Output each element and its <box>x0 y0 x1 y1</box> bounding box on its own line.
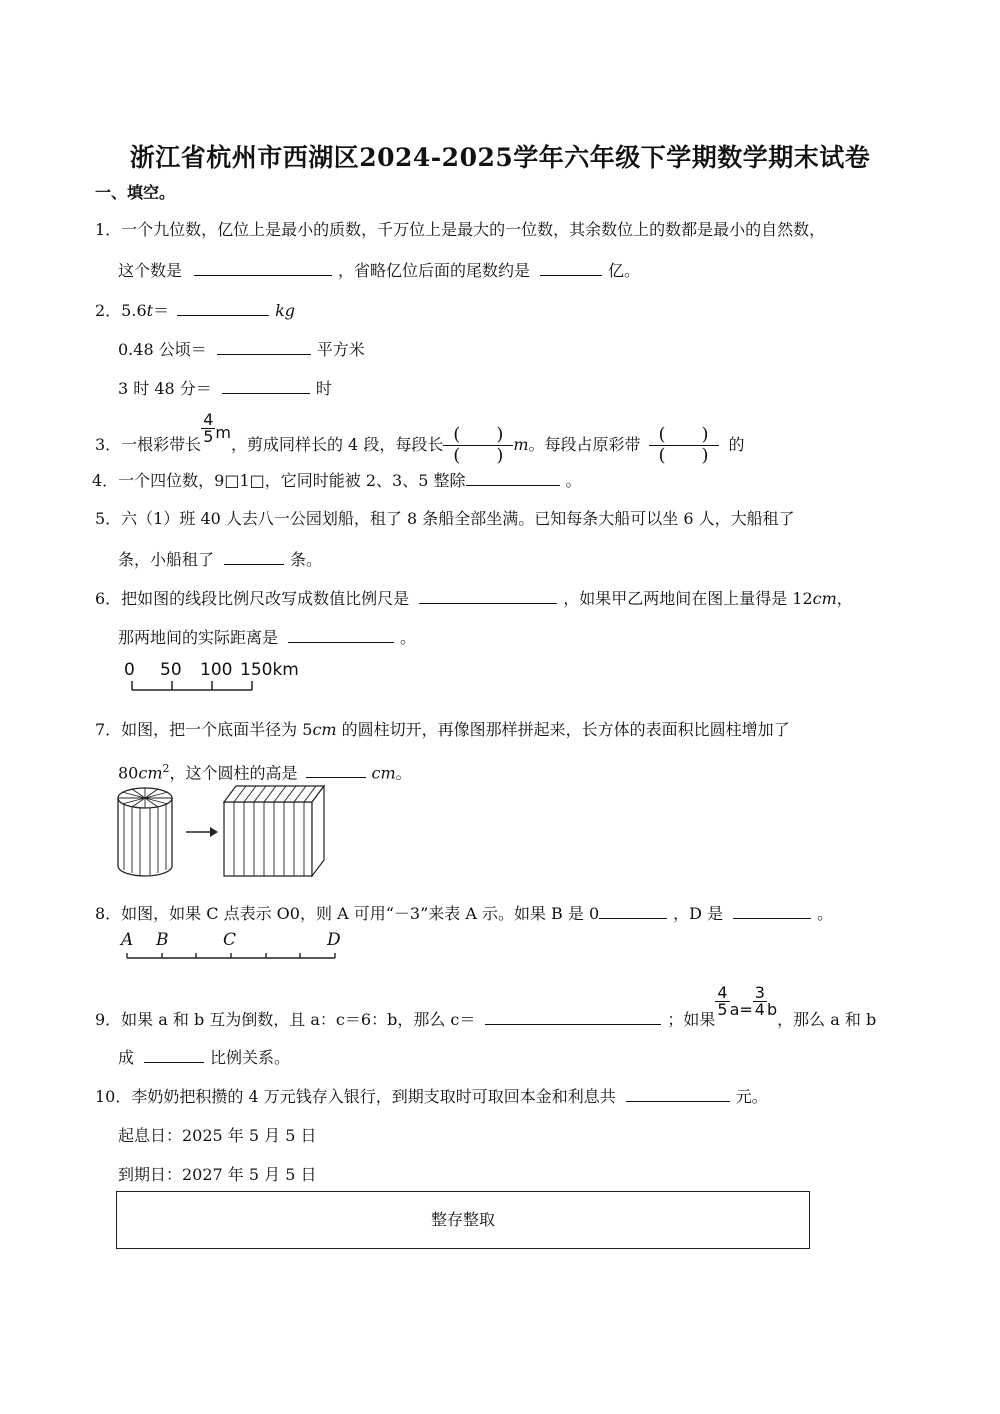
q1-answer-blank-1[interactable] <box>194 259 332 276</box>
q8-mid: ，D 是 <box>673 904 724 923</box>
q2-b-pre: 0.48 公顷＝ <box>118 340 207 359</box>
q6-answer-blank-1[interactable] <box>419 587 557 604</box>
q5-text-a: 条，小船租了 <box>118 550 215 569</box>
q6-text-a: 6．把如图的线段比例尺改写成数值比例尺是 <box>95 589 410 608</box>
q9-tail: b <box>766 1000 778 1019</box>
q3-frac-num: 4 <box>203 410 214 429</box>
q3-paren-bot-1: ( ) <box>453 445 504 466</box>
q3-line <box>95 405 745 465</box>
q9-line1 <box>95 985 876 1035</box>
point-label-b: B <box>156 930 169 950</box>
q6-text-e: 那两地间的实际距离是 <box>118 628 279 647</box>
q7-text-d: ，这个圆柱的高是 <box>169 763 298 783</box>
q1-line2 <box>118 259 640 282</box>
q4-answer-blank[interactable] <box>466 469 560 486</box>
scale-label-100: 100 <box>200 660 233 680</box>
section-heading: 一、填空。 <box>95 183 176 202</box>
number-line <box>118 950 348 962</box>
cylinder-cuboid-figure <box>112 782 332 882</box>
q3-frac-den: 5 <box>203 427 214 446</box>
q3-pre: 3．一根彩带长 <box>95 435 202 454</box>
q9-f1-num: 4 <box>717 983 728 1002</box>
q3-unit: m <box>215 423 231 442</box>
q7-text-c: 的圆柱切开，再像图那样拼起来，长方体的表面积比圆柱增加了 <box>336 720 790 739</box>
q7-sup: 2 <box>162 762 170 775</box>
q10-line1 <box>95 1085 768 1108</box>
q2-c-pre: 3 时 48 分＝ <box>118 379 212 398</box>
q9-answer-blank-2[interactable] <box>144 1046 204 1063</box>
scale-label-0: 0 <box>124 660 135 680</box>
q9-text-e: 比例关系。 <box>210 1048 291 1067</box>
q7-period: 。 <box>395 763 412 783</box>
page-title: 浙江省杭州市西湖区2024-2025学年六年级下学期数学期末试卷 <box>129 143 871 172</box>
q7-unit-2: cm <box>138 763 163 783</box>
q1-text-c: 亿。 <box>608 261 641 280</box>
q1-text-b: ，省略亿位后面的尾数约是 <box>338 261 531 280</box>
q7-line2 <box>118 758 412 784</box>
q6-text-b: ，如果甲乙两地间在图上量得是 12 <box>563 589 813 608</box>
q2-a-unit1: t <box>146 301 154 320</box>
q10-end-date: 到期日：2027 年 5 月 5 日 <box>118 1165 317 1184</box>
q9-f2-den: 4 <box>754 1000 765 1019</box>
q9-mid: a= <box>729 1000 753 1019</box>
q9-text-c: ，那么 a 和 b <box>777 1010 877 1029</box>
q8-answer-blank-2[interactable] <box>733 902 811 919</box>
q3-fraction <box>201 412 215 445</box>
q9-fraction-2 <box>753 985 767 1018</box>
q1-answer-blank-2[interactable] <box>540 259 602 276</box>
q3-mid: ，剪成同样长的 4 段，每段长 <box>230 435 444 454</box>
q9-f2-num: 3 <box>754 983 765 1002</box>
q2-a-unit2: kg <box>275 301 296 320</box>
q4-pre: 4．一个四位数，9□1□，它同时能被 2、3、5 整除 <box>92 471 466 490</box>
q10-text-a: 10．李奶奶把积攒的 4 万元钱存入银行，到期支取时可取回本金和利息共 <box>95 1087 616 1106</box>
q9-text-d: 成 <box>118 1048 135 1067</box>
scale-bar-line <box>118 678 278 694</box>
q2-answer-blank-a[interactable] <box>177 299 269 316</box>
q2-line-a <box>95 299 295 322</box>
q9-fraction-1 <box>715 985 729 1018</box>
q7-unit-3: cm <box>371 763 396 783</box>
scale-label-150km: 150km <box>240 660 299 680</box>
q6-text-unit: cm <box>812 589 837 608</box>
q3-answer-fraction-2[interactable] <box>649 425 719 466</box>
number-line-figure <box>118 930 348 966</box>
q2-line-c <box>118 377 332 400</box>
q9-text-b: ；如果 <box>667 1010 716 1029</box>
q4-post: 。 <box>565 471 582 490</box>
q9-answer-blank-1[interactable] <box>485 1008 661 1025</box>
q7-text-a: 7．如图，把一个底面半径为 5 <box>95 720 313 739</box>
q8-pre: 8．如图，如果 C 点表示 O0，则 A 可用“－3”来表 A 示。如果 B 是 0 <box>95 904 600 923</box>
q10-answer-blank[interactable] <box>626 1085 730 1102</box>
q6-text-f: 。 <box>400 628 417 647</box>
q3-unit2: m <box>513 435 529 454</box>
q2-answer-blank-b[interactable] <box>217 338 311 355</box>
scale-bar-figure <box>118 658 308 698</box>
q7-text-80: 80 <box>118 763 139 783</box>
q2-answer-blank-c[interactable] <box>222 377 310 394</box>
q5-line1: 5．六（1）班 40 人去八一公园划船，租了 8 条船全部坐满。已知每条大船可以坐 6 人，大船租了 <box>95 509 795 528</box>
q9-line2 <box>118 1046 290 1069</box>
point-label-c: C <box>223 930 237 950</box>
q2-a-eq: ＝ <box>153 301 170 320</box>
q6-text-d: ， <box>836 589 853 608</box>
q7-line1 <box>95 719 790 741</box>
q3-post: 的 <box>728 435 745 454</box>
q3-answer-fraction-1[interactable] <box>443 425 513 466</box>
q1-line1: 1．一个九位数，亿位上是最小的质数，千万位上是最大的一位数，其余数位上的数都是最小的自然数， <box>95 220 826 239</box>
q10-text-b: 元。 <box>735 1087 768 1106</box>
q2-line-b <box>118 338 365 361</box>
q6-answer-blank-2[interactable] <box>288 626 394 643</box>
q3-paren-top-1: ( ) <box>443 425 513 446</box>
q8-answer-blank-1[interactable] <box>599 902 667 919</box>
q8-line <box>95 902 833 925</box>
q5-answer-blank[interactable] <box>224 548 284 565</box>
q2-c-post: 时 <box>315 379 332 398</box>
q5-line2 <box>118 548 322 571</box>
arrow-icon <box>186 827 218 837</box>
q3-paren-bot-2: ( ) <box>658 445 709 466</box>
q9-text-a: 9．如果 a 和 b 互为倒数，且 a：c＝6：b，那么 c＝ <box>95 1010 476 1029</box>
q6-line2 <box>118 626 416 649</box>
q10-start-date: 起息日：2025 年 5 月 5 日 <box>118 1126 317 1145</box>
q8-post: 。 <box>817 904 834 923</box>
point-label-a: A <box>121 930 134 950</box>
deposit-type-box: 整存整取 <box>116 1191 810 1249</box>
q2-a-pre: 2．5.6 <box>95 301 147 320</box>
q4-line <box>92 469 582 492</box>
point-label-d: D <box>327 930 341 950</box>
q2-b-post: 平方米 <box>316 340 365 359</box>
q9-f1-den: 5 <box>717 1000 728 1019</box>
scale-label-50: 50 <box>160 660 182 680</box>
q7-answer-blank[interactable] <box>306 761 366 778</box>
q6-line1 <box>95 587 853 610</box>
cylinder-shape <box>118 788 172 876</box>
q1-text-a: 这个数是 <box>118 261 183 280</box>
q3-mid2: 。每段占原彩带 <box>528 435 641 454</box>
cuboid-shape <box>224 786 324 876</box>
q5-text-b: 条。 <box>290 550 323 569</box>
q3-paren-top-2: ( ) <box>649 425 719 446</box>
q7-unit-1: cm <box>312 720 337 739</box>
